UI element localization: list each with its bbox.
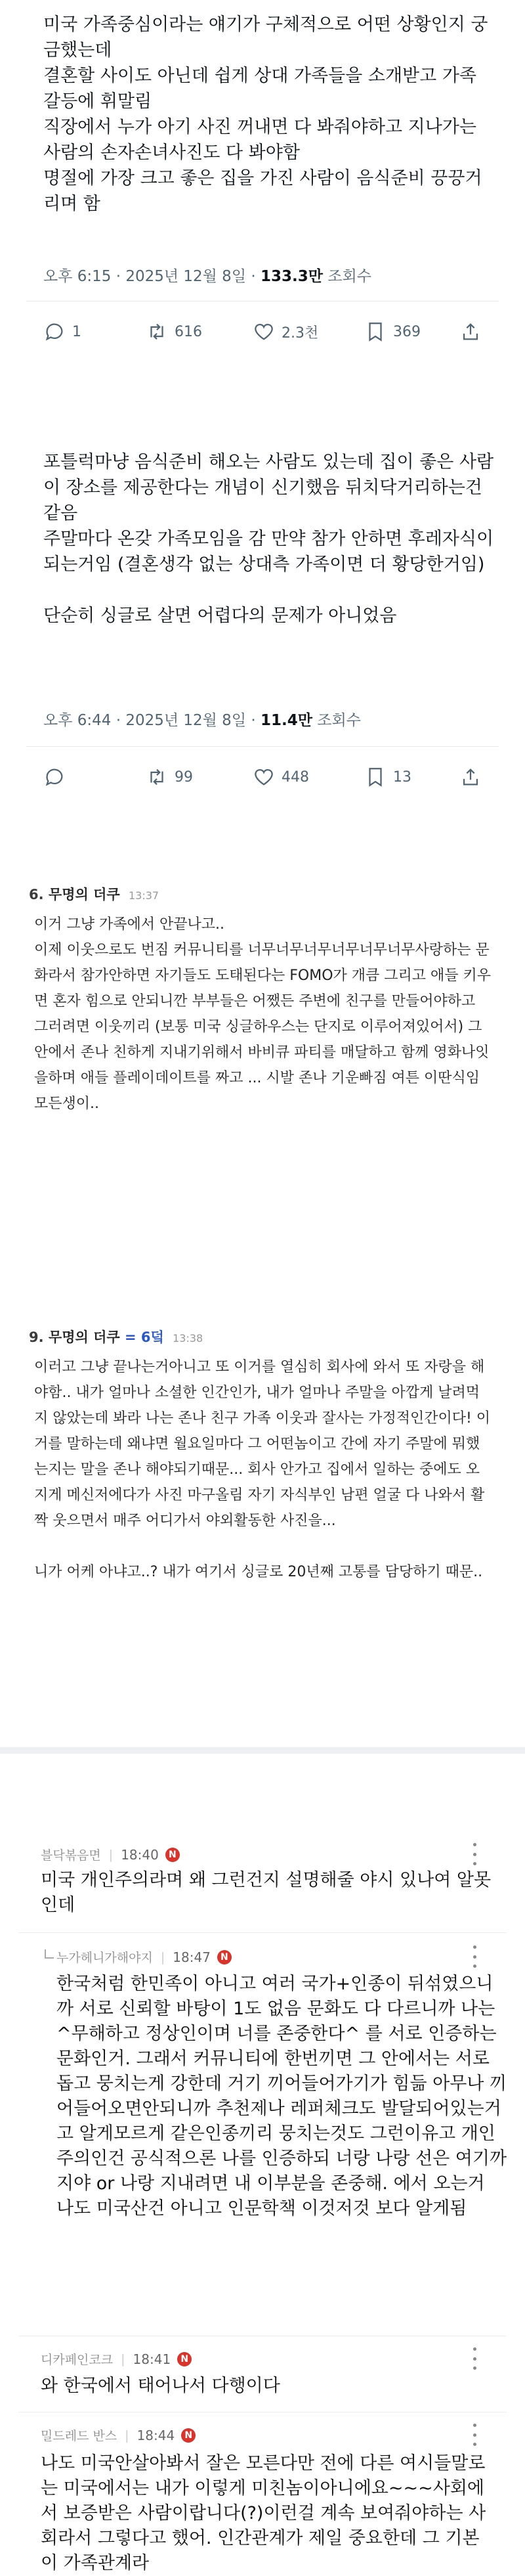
reply-arrow-icon — [45, 1949, 54, 1959]
retweet-button[interactable] — [146, 321, 202, 343]
post-author: 무명의 더쿠 — [48, 887, 120, 902]
comment-text: 와 한국에서 태어나서 다행이다 — [41, 2376, 280, 2396]
post-number: 6. — [29, 887, 44, 902]
post-header — [29, 884, 159, 904]
reply-button[interactable] — [43, 321, 81, 343]
retweet-count: 99 — [175, 768, 193, 786]
post-header — [29, 1327, 203, 1346]
tweet-text: 포틀럭마냥 음식준비 해오는 사람도 있는데 집이 좋은 사람이 장소를 제공한다는 개념이 신기했음 뒤치닥거리하는건 같음 주말마다 온갖 가족모임을 감 만약 참가 안하면 후레자식이 되는거임 (결혼생각 없는 상대측 가족이면 더 황당한거임) 단순히 싱글로 살면 어렵다의 문제가 아니었음 — [43, 452, 494, 626]
comment-nickname[interactable]: 블닥볶음면 — [41, 1848, 101, 1863]
retweet-icon — [146, 321, 168, 343]
like-button[interactable] — [253, 766, 309, 788]
new-badge: N — [217, 1950, 232, 1965]
retweet-icon — [146, 766, 168, 788]
comment-time: 18:44 — [136, 2427, 175, 2443]
bookmark-count: 13 — [393, 768, 411, 786]
divider — [26, 746, 499, 747]
divider — [18, 1932, 507, 1933]
share-button[interactable] — [459, 766, 488, 788]
post-time: 13:38 — [173, 1332, 203, 1344]
reply-button[interactable] — [43, 766, 72, 788]
comment-header: 누가헤니가해야지 | 18:47 N — [56, 1948, 232, 1966]
share-icon — [459, 321, 482, 343]
post-author: 무명의 더쿠 — [48, 1329, 120, 1345]
post-number: 9. — [29, 1329, 44, 1345]
more-options-icon[interactable] — [471, 2347, 478, 2370]
comment-header: 밀드레드 반스 | 18:44 N — [41, 2426, 196, 2444]
comment-text: 한국처럼 한민족이 아니고 여러 국가+인종이 뒤섞였으니까 서로 신뢰할 바탕이 1도 없음 문화도 다 다르니까 나는 ^무해하고 정상인이며 너를 존중한다^ 를 서로 인증하는 문화인거. 그래서 커뮤니티에 한번끼면 그 안에서는 서로 돕고 뭉치는게 강한데 거기 끼어들어가기가 힘듦 아무나 끼어들어오면안되니까 추천제나 레퍼체크도 발달되어있는거고 알게모르게 같은인종끼리 뭉치는것도 그런이유고 개인주의인건 공식적으론 나를 인증하되 너랑 나랑 선은 여기까지야 or 나랑 지내려면 내 이부분을 존중해. 에서 오는거 나도 미국산건 아니고 인문학책 이것저것 보다 알게됨 — [56, 1974, 507, 2219]
tweet-meta — [43, 708, 361, 730]
reply-count: 1 — [72, 323, 81, 340]
new-badge: N — [165, 1848, 180, 1862]
view-label: 조회수 — [322, 268, 371, 285]
comment-text: 나도 미국안살아봐서 잘은 모른다만 전에 다른 여시들말로는 미국에서는 내가 이렇게 미친놈이아니에요~~~사회에서 보증받은 사람이랍니다(?)이런걸 계속 보여줘야하는 사회라서 그렇다고 했어. 인간관계가 제일 중요한데 그 기본이 가족관계라 — [41, 2453, 486, 2573]
post-text: 이거 그냥 가족에서 안끝나고.. 이제 이웃으로도 번짐 커뮤니티를 너무너무너무너무너무너무사랑하는 문화라서 참가안하면 자기들도 도태된다는 FOMO가 개큼 그리고 애들 키우면 혼자 힘으로 안되니깐 부부들은 어쨌든 주변에 친구를 만들어야하고 그러려면 이웃끼리 (보통 미국 싱글하우스는 단지로 이루어져있어서) 그안에서 존나 친하게 지내기위해서 바비큐 파티를 매달하고 함께 영화나잇을하며 애들 플레이데이트를 짜고 ... 시발 존나 기운빠짐 여튼 이딴식임 모든생이.. — [34, 916, 492, 1112]
bookmark-button[interactable] — [364, 766, 411, 788]
bookmark-icon — [364, 321, 387, 343]
view-count: 133.3만 — [260, 268, 323, 285]
reply-icon — [43, 321, 66, 343]
forum-post-6 — [0, 860, 525, 1281]
post-reference[interactable]: = 6덬 — [119, 1329, 164, 1345]
bookmark-icon — [364, 766, 387, 788]
comment-text: 미국 개인주의라며 왜 그런건지 설명해줄 야시 있나여 알못인데 — [41, 1870, 492, 1915]
tweet-timestamp: 오후 6:15 · 2025년 12월 8일 · — [43, 268, 261, 285]
like-count: 2.3천 — [282, 324, 319, 342]
comment-nickname[interactable]: 디카페인코크 — [41, 2353, 114, 2367]
view-count: 11.4만 — [260, 712, 312, 729]
more-options-icon[interactable] — [471, 1945, 478, 1968]
like-count: 448 — [282, 768, 309, 786]
comment-nickname[interactable]: 누가헤니가해야지 — [56, 1951, 153, 1965]
tweet-card-2 — [0, 407, 525, 860]
retweet-count: 616 — [175, 323, 202, 340]
tweet-meta — [43, 264, 371, 286]
view-label: 조회수 — [312, 712, 361, 729]
retweet-button[interactable] — [146, 766, 193, 788]
more-options-icon[interactable] — [471, 1843, 478, 1865]
comment-time: 18:40 — [121, 1846, 159, 1863]
bookmark-button[interactable] — [364, 321, 421, 343]
tweet-card-1 — [0, 0, 525, 407]
reply-icon — [43, 766, 66, 788]
new-badge: N — [181, 2428, 196, 2443]
tweet-text: 미국 가족중심이라는 얘기가 구체적으로 어떤 상황인지 궁금했는데 결혼할 사이도 아닌데 쉽게 상대 가족들을 소개받고 가족 갈등에 휘말림 직장에서 누가 아기 사진 꺼내면 다 봐줘야하고 지나가는 사람의 손자손녀사진도 다 봐야함 명절에 가장 크고 좋은 집을 가진 사람이 음식준비 끙끙거리며 함 — [43, 14, 488, 214]
bookmark-count: 369 — [393, 323, 421, 340]
comment-header: 디카페인코크 | 18:41 N — [41, 2350, 192, 2368]
comment-nickname[interactable]: 밀드레드 반스 — [41, 2429, 117, 2443]
heart-icon — [253, 766, 275, 788]
share-icon — [459, 766, 482, 788]
tweet-timestamp: 오후 6:44 · 2025년 12월 8일 · — [43, 712, 261, 729]
new-badge: N — [177, 2352, 192, 2366]
like-button[interactable] — [253, 321, 318, 343]
forum-post-9 — [0, 1281, 525, 1747]
comment-time: 18:47 — [173, 1949, 211, 1965]
comment-section — [0, 1754, 525, 2573]
heart-icon — [253, 321, 275, 343]
section-separator — [0, 1747, 525, 1754]
comment-header: 블닥볶음면 | 18:40 N — [41, 1846, 180, 1863]
more-options-icon[interactable] — [471, 2424, 478, 2446]
comment-time: 18:41 — [133, 2351, 171, 2367]
post-time: 13:37 — [128, 889, 159, 902]
post-text: 이러고 그냥 끝나는거아니고 또 이거를 열심히 회사에 와서 또 자랑을 해야함.. 내가 얼마나 소셜한 인간인가, 내가 얼마나 주말을 아깝게 날려먹지 않았는데 봐라 나는 존나 친구 가족 이웃과 잘사는 가정적인간이다! 이거를 말하는데 왜냐면 월요일마다 그 어떤놈이고 간에 자기 주말에 뭐했는지는 말을 존나 해야되기때문... 회사 안가고 집에서 일하는 중에도 오지게 메신저에다가 사진 마구올림 자기 자식부인 남편 얼굴 다 나와서 활짝 웃으면서 매주 어디가서 야외활동한 사진을... 니가 어케 아냐고..? 내가 여기서 싱글로 20년째 고통를 담당하기 때문.. — [34, 1359, 491, 1580]
share-button[interactable] — [459, 321, 488, 343]
